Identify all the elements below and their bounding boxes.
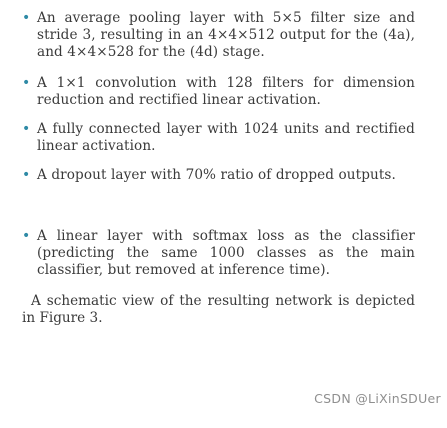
bullet-text: A 1×1 convolution with 128 filters for dimension reduction and rectified linear activation. [37, 75, 415, 108]
bullet-text: A linear layer with softmax loss as the classifier (predicting the same 1000 classes as the main classifier, but removed at inference time). [37, 228, 415, 278]
bullet-item-linear-softmax [0, 228, 447, 279]
bullet-marker: • [22, 10, 31, 26]
bullet-item-average-pooling [0, 10, 447, 61]
watermark-text: CSDN @LiXinSDUer [314, 391, 441, 406]
bullet-item-fully-connected [0, 121, 447, 155]
bullet-marker: • [22, 75, 31, 91]
bullet-marker: • [22, 167, 31, 183]
closing-text: A schematic view of the resulting network is depicted in [22, 293, 415, 326]
bullet-text: An average pooling layer with 5×5 filter size and stride 3, resulting in an 4×4×512 output for the (4a), and 4×4×528 for the (4d) stage. [37, 10, 415, 60]
closing-end: . [98, 310, 103, 326]
bullet-marker: • [22, 228, 31, 244]
bullet-item-dropout [0, 167, 447, 184]
bullet-item-1x1-convolution [0, 75, 447, 109]
bullet-marker: • [22, 121, 31, 137]
closing-paragraph [0, 293, 447, 327]
figure-reference-link[interactable]: Figure 3 [39, 310, 99, 326]
bullet-text: A dropout layer with 70% ratio of dropped outputs. [37, 167, 396, 183]
bullet-text: A fully connected layer with 1024 units and rectified linear activation. [37, 121, 415, 154]
